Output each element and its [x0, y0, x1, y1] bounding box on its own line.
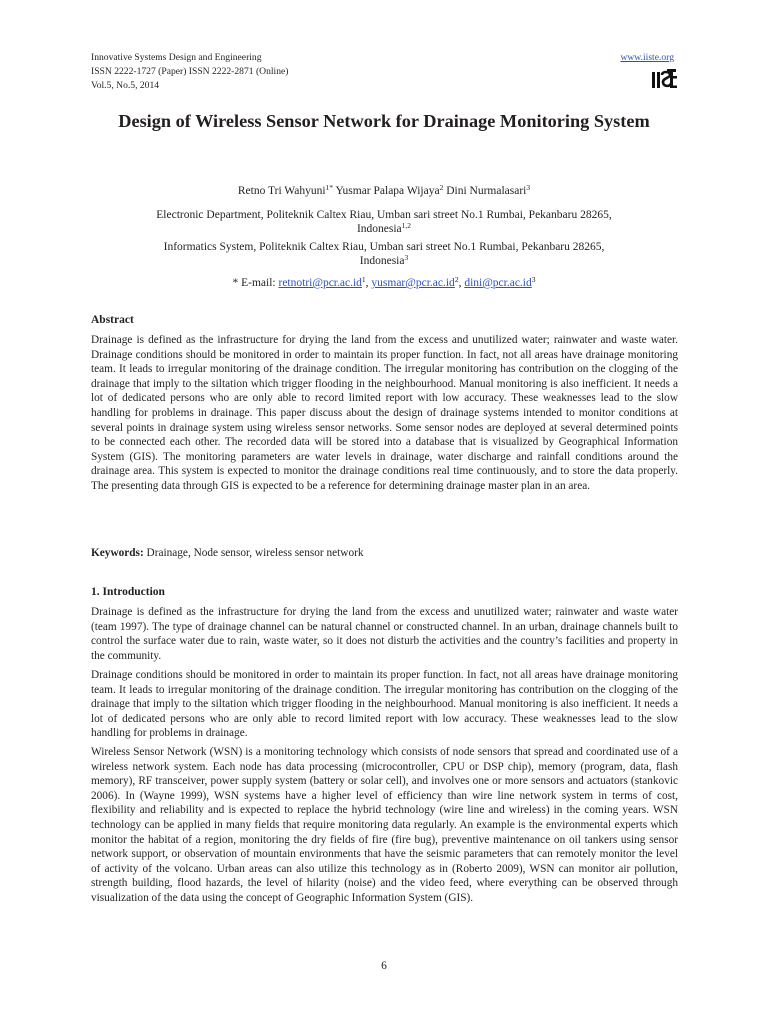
iiste-logo — [651, 67, 677, 91]
abstract-heading: Abstract — [91, 314, 134, 326]
affiliation-2: Informatics System, Politeknik Caltex Riau, Umban sari street No.1 Rumbai, Pekanbaru 28265, Indonesia$^3$ — [163, 241, 605, 267]
volume-line: Vol.5, No.5, 2014 — [91, 80, 160, 91]
keywords-label: Keywords: — [91, 547, 144, 559]
keywords-text: Drainage, Node sensor, wireless sensor network — [146, 547, 364, 559]
email-link-2[interactable]: yusmar@pcr.ac.id — [371, 277, 455, 289]
intro-paragraph-2: Drainage conditions should be monitored in order to maintain its proper function. In fact, not all areas have drainage monitoring team. It leads to irregular monitoring of the drainage condition. The irregular monitoring has contribution on the clogging of the drainage that imply to the siltation which trigger flooding in the neighbourhood. Manual monitoring is also inefficient. It needs a lot of dedicated persons who are only able to record limited report with low accuracy. These weaknesses lead to the slow handling for problems in drainage. — [91, 669, 678, 740]
abstract-text: Drainage is defined as the infrastructure for drying the land from the excess and unutilized water; rainwater and waste water. Drainage conditions should be monitored in order to maintain its proper function. In fact, not all areas have drainage monitoring team. It leads to irregular monitoring of the drainage condition. The irregular monitoring has contribution on the clogging of the drainage that imply to the siltation which trigger flooding in the neighbourhood. Manual monitoring is also inefficient. It needs a lot of dedicated persons who are only able to record limited report with low accuracy. These weaknesses lead to the slow handling for problems in drainage. This paper discuss about the design of drainage systems intended to monitor conditions at several points in drainage system using wireless sensor networks. Some sensor nodes are deployed at several determined points to be connected each other. The recorded data will be stored into a database that is visualized by Geographical Information System (GIS). The monitoring parameters are water levels in drainage, water discharge and rainfall conditions around the drainage area. This system is expected to monitor the drainage conditions real time continuously, and to store the data properly. The presenting data through GIS is expected to be a reference for determining drainage master plan in an area. — [91, 334, 678, 492]
intro-paragraph-3: Wireless Sensor Network (WSN) is a monitoring technology which consists of node sensors that spread and coordinated use of a wireless network system. Each node has data processing (microcontroller, CPU or DSP chip), memory (program, data, flash memory), RF transceiver, power supply system (battery or solar cell), and involves one or more sensors and actuators (stankovic 2006). In (Wayne 1999), WSN systems have a higher level of efficiency than wire line network system in terms of cost, flexibility and reliability and is expected to replace the hybrid technology (wire line and wireless) in the coming years. WSN technology can be applied in many fields that require monitoring data regularly. An example is the environmental experts which monitor the habitat of a region, monitoring the dry fields of fire (fire bug), preventive maintenance on oil tankers using sensor network support, or observation of mountain environments that have the seismic parameters that can remotely monitor the level of activity of the volcano. Urban areas can also utilize this technology as in (Roberto 2009), WSN can monitor air pollution, strength building, flood hazards, the level of hilarity (noise) and the video feed, where everything can be observed through visualization of the data using the concept of Geographic Information System (GIS). — [91, 746, 678, 904]
introduction-heading: 1. Introduction — [91, 586, 165, 598]
issn-line: ISSN 2222-1727 (Paper) ISSN 2222-2871 (Online) — [91, 66, 289, 77]
email-link-1[interactable]: retnotri@pcr.ac.id — [278, 277, 362, 289]
keywords-line — [91, 546, 678, 561]
author-name: Dini Nurmalasari — [446, 185, 527, 197]
journal-name: Innovative Systems Design and Engineering — [91, 52, 262, 63]
author-name: Yusmar Palapa Wijaya — [335, 185, 440, 197]
paper-title: Design of Wireless Sensor Network for Drainage Monitoring System — [118, 111, 650, 131]
intro-paragraph-1: Drainage is defined as the infrastructure for drying the land from the excess and unutilized water; rainwater and waste water (team 1997). The type of drainage channel can be natural channel or constructed channel. In an urban, drainage channels built to control the surface water due to rain, waste water, so it does not disturb the activities and the country’s facilities and property in the community. — [91, 606, 678, 662]
affiliation-1: Electronic Department, Politeknik Caltex Riau, Umban sari street No.1 Rumbai, Pekanbaru 28265, Indonesia$^{1,2}$ — [156, 209, 612, 235]
author-name: Retno Tri Wahyuni — [237, 185, 326, 197]
email-link-3[interactable]: dini@pcr.ac.id — [464, 277, 532, 289]
author-list: Retno Tri Wahyuni$^{1*}$ Yusmar Palapa Wijaya$^2$ Dini Nurmalasari$^3$ — [237, 183, 531, 197]
email-line: * E-mail: $retnotri@pcr.ac.id^1$, $yusmar@pcr.ac.id^2$, $dini@pcr.ac.id^3$ — [232, 275, 536, 289]
page-number: 6 — [381, 960, 387, 972]
journal-url-link[interactable]: www.iiste.org — [620, 52, 674, 63]
email-label: * E-mail: — [232, 277, 276, 289]
